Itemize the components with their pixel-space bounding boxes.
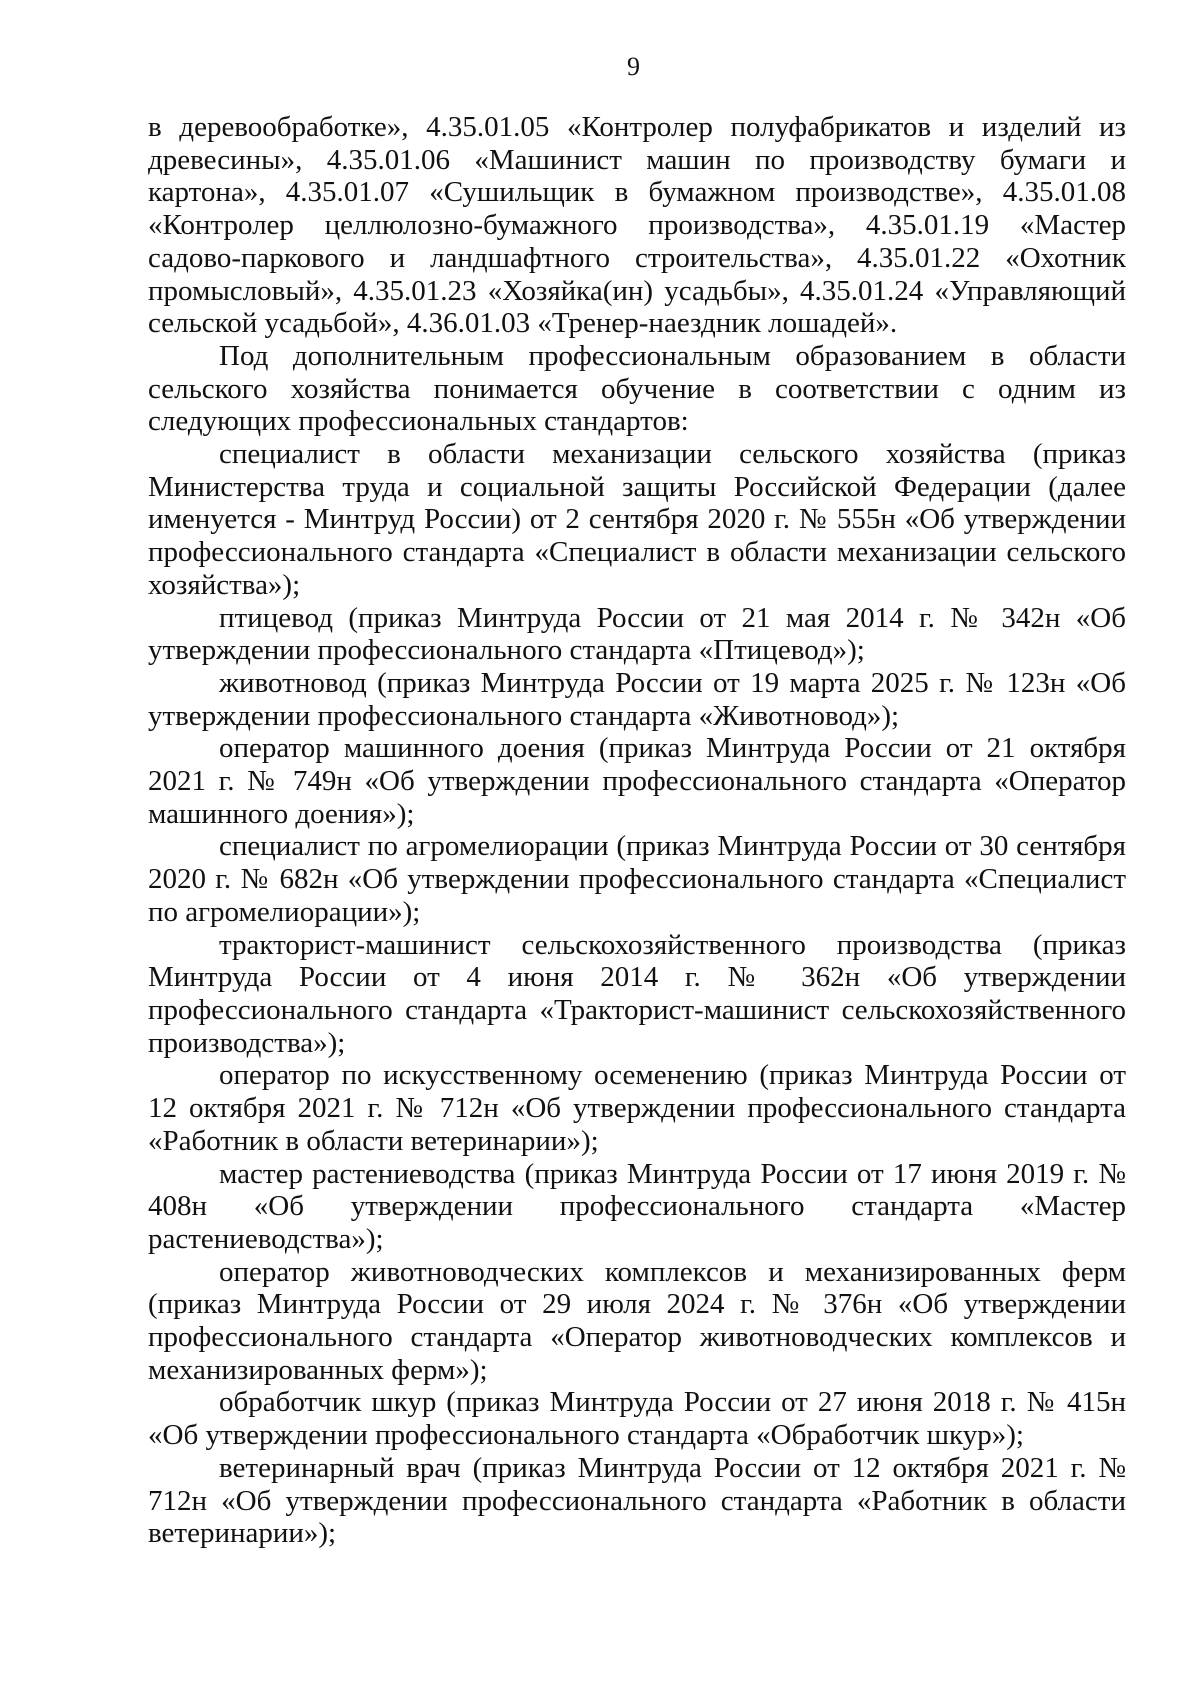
paragraph-intro: Под дополнительным профессиональным образованием в области сельского хозяйства понимается обучение в соответствии с одним из следующих профессиональных стандартов: xyxy=(148,339,1126,438)
list-item-livestock-breeder: животновод (приказ Минтруда России от 19 марта 2025 г. № 123н «Об утверждении профессионального стандарта «Животновод»); xyxy=(148,666,1126,732)
list-item-poultry-farmer: птицевод (приказ Минтруда России от 21 мая 2014 г. № 342н «Об утверждении профессионального стандарта «Птицевод»); xyxy=(148,601,1126,667)
list-item-milking-operator: оператор машинного доения (приказ Минтруда России от 21 октября 2021 г. № 749н «Об утверждении профессионального стандарта «Оператор машинного доения»); xyxy=(148,732,1126,830)
paragraph-continuation: в деревообработке», 4.35.01.05 «Контролер полуфабрикатов и изделий из древесины», 4.35.01.06 «Машинист машин по производству бумаги и картона», 4.35.01.07 «Сушильщик в бумажном производстве», 4.35.01.08 «Контролер целлюлозно-бумажного производства», 4.35.01.19 «Мастер садово-паркового и ландшафтного строительства», 4.35.01.22 «Охотник промысловый», 4.35.01.23 «Хозяйка(ин) усадьбы», 4.35.01.24 «Управляющий сельской усадьбой», 4.36.01.03 «Тренер-наездник лошадей». xyxy=(148,111,1126,340)
list-item-hide-processor: обработчик шкур (приказ Минтруда России от 27 июня 2018 г. № 415н «Об утверждении профессионального стандарта «Обработчик шкур»); xyxy=(148,1386,1126,1452)
list-item-tractor-driver: тракторист-машинист сельскохозяйственного производства (приказ Минтруда России от 4 июня 2014 г. № 362н «Об утверждении профессионального стандарта «Тракторист-машинист сельскохозяйственного производства»); xyxy=(148,928,1126,1059)
page-number: 9 xyxy=(627,52,640,81)
list-item-agromelioration-specialist: специалист по агромелиорации (приказ Минтруда России от 30 сентября 2020 г. № 682н «Об утверждении профессионального стандарта «Специалист по агромелиорации»); xyxy=(148,830,1126,928)
list-item-crop-master: мастер растениеводства (приказ Минтруда России от 17 июня 2019 г. № 408н «Об утверждении профессионального стандарта «Мастер растениеводства»); xyxy=(148,1157,1126,1255)
document-body xyxy=(148,111,1126,1550)
list-item-veterinarian: ветеринарный врач (приказ Минтруда России от 12 октября 2021 г. № 712н «Об утверждении профессионального стандарта «Работник в области ветеринарии»); xyxy=(148,1451,1126,1550)
list-item-insemination-operator: оператор по искусственному осеменению (приказ Минтруда России от 12 октября 2021 г. № 712н «Об утверждении профессионального стандарта «Работник в области ветеринарии»); xyxy=(148,1059,1126,1157)
list-item-farm-operator: оператор животноводческих комплексов и механизированных ферм (приказ Минтруда России от 29 июля 2024 г. № 376н «Об утверждении профессионального стандарта «Оператор животноводческих комплексов и механизированных ферм»); xyxy=(148,1255,1126,1386)
list-item-mechanization-specialist: специалист в области механизации сельского хозяйства (приказ Министерства труда и социальной защиты Российской Федерации (далее именуется - Минтруд России) от 2 сентября 2020 г. № 555н «Об утверждении профессионального стандарта «Специалист в области механизации сельского хозяйства»); xyxy=(148,438,1126,601)
